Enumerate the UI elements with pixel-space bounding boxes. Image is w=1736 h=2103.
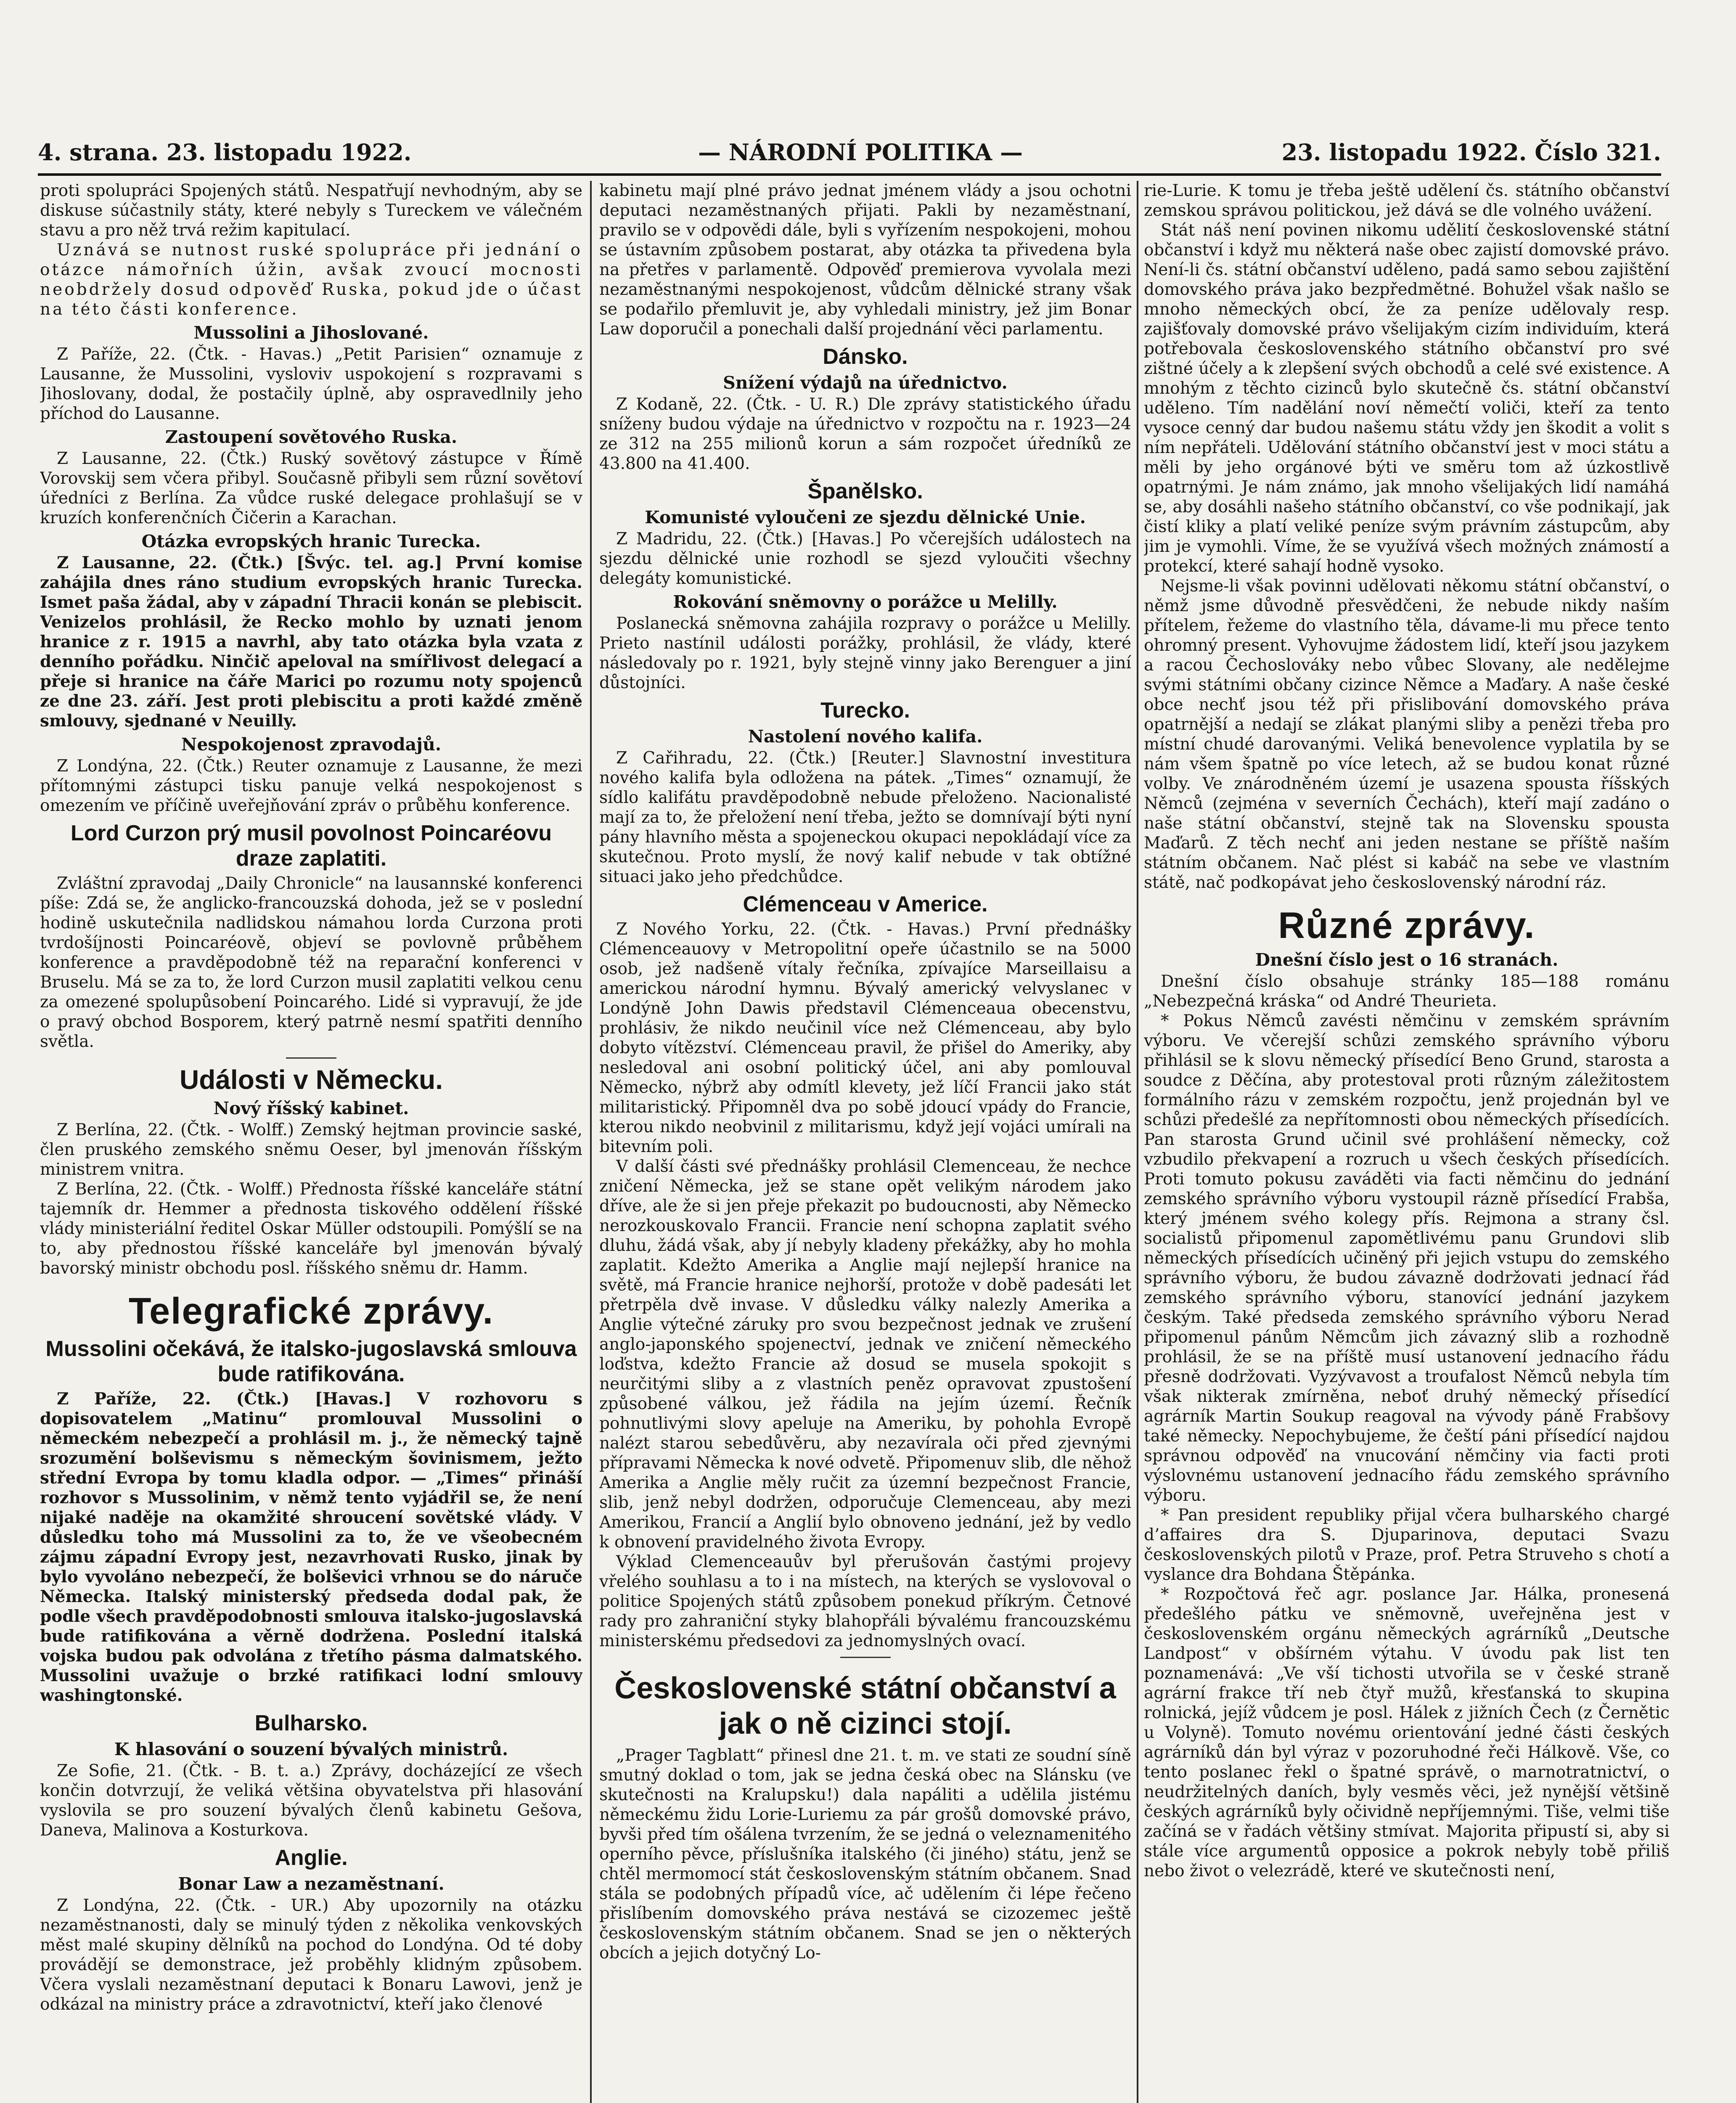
article-heading: Nový říšský kabinet. [213, 1098, 409, 1118]
article-paragraph: kabinetu mají plné právo jednat jménem vlády a jsou ochotni deputaci nezaměstnaných přijati. Pakli by nezaměstnaní, pravilo se v odpovědi dále, byli s vyřízením nespokojeni, mohou se ústavním způsobem postarat, aby otázka ta přivedena byla na přetřes v parlamentě. Odpověď premierova vyvolala mezi nezaměstnanými nespokojenost, vůdcům dělnické strany však se podařilo přemluvit je, aby vyhledali ministry, jež jim Bonar Law doporučil a ponechali další projednání věci parlamentu. [599, 181, 1131, 339]
article-heading: Dnešní číslo jest o 16 stranách. [1255, 950, 1559, 970]
article-paragraph: Ze Sofie, 21. (Čtk. - B. t. a.) Zprávy, docházející ze všech končin dotvrzují, že veliká většina obyvatelstva při hlasování vyslovila se pro souzení bývalých členů kabinetu Gešova, Daneva, Malinova a Kosturkova. [40, 1761, 582, 1840]
article-heading: Mussolini a Jihoslované. [193, 323, 429, 343]
article-paragraph: proti spolupráci Spojených států. Nespatřují nevhodným, aby se diskuse súčastnily státy, které nebyly s Tureckem ve válečném stavu a pro něž trvá režim kapitulací. [40, 181, 582, 240]
article-paragraph: Z Kodaně, 22. (Čtk. - U. R.) Dle zprávy statistického úřadu sníženy budou výdaje na úřednictvo v rozpočtu na r. 1923—24 ze 312 na 255 milionů korun a sám rozpočet úředníků ze 43.800 na 41.400. [599, 395, 1131, 473]
article-paragraph: Z Cařihradu, 22. (Čtk.) [Reuter.] Slavnostní investitura nového kalifa byla odložena na pátek. „Times“ oznamují, že sídlo kalifátu pravděpodobně nebude přeloženo. Nacionalisté mají za to, že přeložení není třeba, ježto se domnívají býti nyní pány hlavního města a spojeneckou okupaci nepokládají více za skutečnou. Proto myslí, že nový kalif nebude v tak obtížné situaci jako jeho předchůdce. [599, 749, 1131, 886]
header-rule [38, 173, 1661, 176]
article-paragraph: Zvláštní zpravodaj „Daily Chronicle“ na lausannské konferenci píše: Zdá se, že anglicko-francouzská dohoda, jež se v poslední hodině uskutečnila nadlidskou námahou lorda Curzona proti tvrdošíjnosti Poincaréově, objeví se povlovně průběhem konference a pravděpodobně též na reparační konferenci v Bruselu. Má se za to, že lord Curzon musil zaplatiti velkou cenu za omezené spolupůsobení Poincarého. Lidé si vypravují, že jde o pravý obchod Bosporem, který patrně nesmí spatřiti denního světla. [40, 874, 582, 1051]
article-paragraph: Z Lausanne, 22. (Čtk.) [Švýc. tel. ag.] První komise zahájila dnes ráno studium evropských hranic Turecka. Ismet paša žádal, aby v západní Thracii konán se plebiscit. Venizelos prohlásil, že Recko mohlo by uznati jenom hranice z r. 1915 a navrhl, aby tato otázka byla vzata z denního pořádku. Ninčič apeloval na smířlivost delegací a přeje si hranice na čáře Marici po rozumu noty spojenců ze dne 23. září. Jest proti plebiscitu a proti každé změně smlouvy, sjednané v Neuilly. [40, 553, 582, 731]
article-heading: Snížení výdajů na úřednictvo. [723, 373, 1008, 393]
column-divider-2 [1137, 181, 1138, 2103]
article-paragraph: Z Madridu, 22. (Čtk.) [Havas.] Po včerejších událostech na sjezdu dělnické unie rozhodl se sjezd vyloučiti všechny delegáty komunistické. [599, 530, 1131, 588]
article-paragraph: * Pokus Němců zavésti němčinu v zemském správním výboru. Ve včerejší schůzi zemského správního výboru přihlásil se k slovu německý přísedící Beno Grund, starosta a soudce z Děčína, aby protestoval proti různým záležitostem formálního rázu v zemském rozpočtu, jenž projednán byl ve schůzi předešlé za nepřítomnosti obou německých přísedících. Pan starosta Grund učinil své prohlášení německy, což vzbudilo překvapení a rozruch u všech českých přísedících. Proti tomuto pokusu zaváděti via facti němčinu do jednání zemského správního výboru vystoupil rázně přísedící Frabša, který jménem svého kolegy přís. Rejmona a strany čsl. socialistů připomenul zapomětlivému panu Grundovi slib německých přísedících učiněný při jejich vstupu do zemského správního výboru, že budou závazně dodržovati jednací řád zemského správního výboru, stanovící jednání jazykem českým. Také předseda zemského správního výboru Nerad připomenul pánům Němcům jich závazný slib a rozhodně prohlásil, že se na příště musí ustanovení jednacího řádu přesně dodržovati. Vyzývavost a troufalost Němců nebyla tím však nikterak zmírněna, neboť druhý německý přísedící agrárník Martin Soukup reagoval na vývody páně Frabšovy také německy. Nepochybujeme, že čeští páni přísedící najdou správnou odpověď na vnucování němčiny via facti proti výslovnému ustanovení jednacího řádu zemského správního výboru. [1144, 1012, 1670, 1505]
article-paragraph: Nejsme-li však povinni udělovati někomu státní občanství, o němž jsme důvodně přesvědčeni, že nebude nikdy naším přítelem, řežeme do vlastního těla, dávame-li mu přece tento ohromný present. Vyhovujme žádostem lidí, kteří jsou jazykem a racou Čechoslováky nebo vůbec Slovany, ale nedělejme svými státními občany cizince Němce a Maďary. A naše české obce nechť jsou též při přislibování domovského práva opatrnější a nedají se zlákat planými sliby a penězi třeba pro místní chudé darovanými. Veliká benevolence vyplatila by se nám všem špatně po více letech, až se budou konat různé volby. Ve znárodněném území je usazena spousta říšských Němců (zejména v severních Čechách), kteří mají zadáno o naše státní občanství, stejně tak na Slovensku spousta Maďarů. Z těch nechť ani jeden nestane se příště naším státním občanem. Nač plést si kabáč na sebe ve vlastním státě, nač podkopávat jeho československý národní ráz. [1144, 577, 1670, 892]
article-heading: Lord Curzon prý musil povolnost Poincaréovu draze zaplatiti. [70, 821, 552, 871]
column-divider-1 [590, 181, 592, 2103]
article-paragraph: Z Berlína, 22. (Čtk. - Wolff.) Přednosta říšské kanceláře státní tajemník dr. Hemmer a přednosta tiskového oddělení říšské vlády ministeriální ředitel Oskar Müller odstoupili. Pomýšlí se na to, aby přednostou říšské kanceláře byl jmenován bývalý bavorský ministr obchodu posl. říšského sněmu dr. Hamm. [40, 1180, 582, 1278]
section-heading: Různé zprávy. [1278, 904, 1535, 946]
section-heading: Události v Německu. [180, 1065, 443, 1095]
section-divider [840, 1657, 891, 1658]
section-divider [286, 1057, 336, 1059]
section-heading: Španělsko. [807, 479, 923, 503]
header-masthead: — NÁRODNÍ POLITIKA — [698, 139, 1023, 166]
article-heading: Rokování sněmovny o porážce u Melilly. [673, 592, 1058, 612]
article-paragraph: rie-Lurie. K tomu je třeba ještě udělení čs. státního občanství zemskou správou politickou, jež dává se dle volného uvážení. [1144, 181, 1670, 220]
article-paragraph: * Pan president republiky přijal včera bulharského chargé d’affaires dra S. Djuparinova, deputaci Svazu československých pilotů v Praze, prof. Petra Struveho s chotí a vyslance dra Bohdana Štěpánka. [1144, 1506, 1670, 1584]
article-paragraph: Z Paříže, 22. (Čtk. - Havas.) „Petit Parisien“ oznamuje z Lausanne, že Mussolini, vysloviv uspokojení s rozpravami s Jihoslovany, dodal, že postačily úplně, aby ospravedlnily jeho příchod do Lausanne. [40, 345, 582, 423]
section-heading: Turecko. [820, 698, 910, 723]
article-paragraph: Stát náš není povinen nikomu udělití československé státní občanství i když mu některá naše obec zajistí domovské právo. Není-li čs. státní občanství uděleno, padá samo sebou zajištění domovského práva jako bezpředmětné. Bohužel však našlo se mnoho německých obcí, že za peníze udělovaly resp. zajišťovaly domovské právo všelijakým cizím individuím, která potřebovala československého státního občanství pro své zištné účely a k zlepšení svých obchodů a celé své existence. A mnohým z těchto cizinců bylo skutečně čs. státní občanství uděleno. Tím nadělání noví němečtí voliči, kteří za tento vysoce cenný dar budou našemu státu vždy jen škodit a volit s ním nepřáteli. Udělování státního občanství jest v moci státu a měli by jeho orgánové býti ve směru tom až úzkostlivě opatrnými. Je nám známo, jak mnoho všelijakých lidí namáhá se, aby dosáhli našeho státního občanství, co vše podnikají, jak čistí kliky a platí veliké peníze svým právním zástupcům, aby jim je vymohli. Víme, že se využívá všech možných známostí a protekcí, které sahají hodně vysoko. [1144, 221, 1670, 576]
article-paragraph: Z Lausanne, 22. (Čtk.) Ruský sovětový zástupce v Římě Vorovskij sem včera přibyl. Současně přibyli sem různí sovětoví úředníci z Berlína. Za vůdce ruské delegace prohlašují se v kruzích konferenčních Čičerin a Karachan. [40, 449, 582, 527]
section-heading: Anglie. [275, 1846, 348, 1870]
article-heading: Otázka evropských hranic Turecka. [141, 531, 481, 551]
article-paragraph: Z Berlína, 22. (Čtk. - Wolff.) Zemský hejtman provincie saské, člen pruského zemského sněmu Oeser, byl jmenován říšským ministrem vnitra. [40, 1120, 582, 1179]
article-heading: Komunisté vyloučeni ze sjezdu dělnické Unie. [645, 507, 1086, 527]
article-heading: Zastoupení sovětového Ruska. [165, 427, 458, 447]
article-paragraph: Z Londýna, 22. (Čtk. - UR.) Aby upozornily na otázku nezaměstnanosti, daly se minulý týden z několika venkovských měst malé skupiny dělníků na pochod do Londýna. Od té doby provádějí se demonstrace, jež proběhly klidným způsobem. Včera vyslali nezaměstnaní deputaci k Bonaru Lawovi, jenž je odkázal na ministry práce a zdravotnictví, kteří jako členové [40, 1896, 582, 2014]
header-page-date: 4. strana. 23. listopadu 1922. [38, 139, 412, 166]
article-heading: Nespokojenost zpravodajů. [181, 734, 442, 755]
article-heading: Mussolini očekává, že italsko-jugoslavská smlouva bude ratifikována. [45, 1337, 577, 1386]
article-heading: K hlasování o souzení bývalých ministrů. [114, 1739, 508, 1759]
article-heading: Nastolení nového kalifa. [748, 726, 983, 747]
article-heading: Clémenceau v Americe. [743, 892, 988, 916]
section-heading: Dánsko. [823, 344, 908, 369]
article-paragraph: Z Nového Yorku, 22. (Čtk. - Havas.) První přednášky Clémenceauovy v Metropolitní opeře účastnilo se na 5000 osob, jež nadšeně vítaly řečníka, zpívajíce Marseillaisu a americkou národní hymnu. Bývalý americký velvyslanec v Londýně John Dawis představil Clémenceaua obecenstvu, prohlásiv, že nikdo neučinil více než Clémenceau, aby bylo dobyto vítězství. Clémenceau pravil, že přišel do Ameriky, aby nesledoval ani osobní politický účel, ani aby pomlouval Německo, nýbrž aby odmítl klevety, jež líčí Francii jako stát militaristický. Připomněl dva po sobě jdoucí vpády do Francie, kterou nikdo neobvinil z militarismu, když její vojáci umírali na bitevním poli. [599, 920, 1131, 1156]
section-heading: Československé státní občanství a jak o ně cizinci stojí. [614, 1671, 1116, 1740]
section-heading: Telegrafické zprávy. [128, 1290, 494, 1332]
article-paragraph: Dnešní číslo obsahuje stránky 185—188 románu „Nebezpečná kráska“ od André Theurieta. [1144, 972, 1670, 1011]
article-paragraph: Poslanecká sněmovna zahájila rozpravy o porážce u Melilly. Prieto nastínil události porážky, prohlásil, že vlády, které následovaly po r. 1921, byly stejně vinny jako Berenguer a jiní důstojníci. [599, 614, 1131, 692]
section-heading: Bulharsko. [254, 1711, 368, 1735]
article-paragraph: Uznává se nutnost ruské spolupráce při jednání o otázce námořních úžin, avšak zvoucí mocnosti neobdržely dosud odpověď Ruska, pokud jde o účast na této části konference. [40, 241, 582, 319]
column-2 [599, 181, 1131, 2103]
article-paragraph: V další části své přednášky prohlásil Clemenceau, že nechce zničení Německa, jež se stane opět velikým národem jako dříve, ale že si jen přeje překazit po budoucnosti, aby Německo nerozkouskovalo Francii. Francie není schopna zaplatit svého dluhu, žádá však, aby jí nebyly kladeny překážky, aby ho mohla zaplatit. Kdežto Amerika a Anglie mají nejlepší hranice na světě, má Francie hranice nejhorší, protože v době padesáti let přetrpěla dvě invase. V důsledku války nalezly Amerika a Anglie výtečné záruky pro svou bezpečnost jednak ve zrušení anglo-japonského spojenectví, jednak ve zničení německého loďstva, kdežto Francie až dosud se musela spokojit s neurčitými sliby a z vlastních peněz opravovat zpustošení způsobené válkou, jež řádila na jejím území. Řečník pohnutlivými slovy apeluje na Ameriku, by pohohla Evropě nalézt starou sebedůvěru, aby nezavírala oči před zjevnými přípravami Německa k nové odvetě. Připomenuv slib, dle něhož Amerika a Anglie měly ručit za územní bezpečnost Francie, slib, jenž nebyl dodržen, odporučuje Clemenceau, aby mezi Amerikou, Francií a Anglií bylo obnoveno jednání, jež by vedlo k obnovení pravidelného života Evropy. [599, 1157, 1131, 1552]
header-issue-number: 23. listopadu 1922. Číslo 321. [1281, 139, 1661, 166]
article-paragraph: Z Londýna, 22. (Čtk.) Reuter oznamuje z Lausanne, že mezi přítomnými zástupci tisku panuje velká nespokojenost s omezením ve příčině uveřejňování zpráv o průběhu konference. [40, 757, 582, 815]
article-heading: Bonar Law a nezaměstnaní. [178, 1874, 445, 1894]
page-header [38, 139, 1661, 172]
article-paragraph: * Rozpočtová řeč agr. poslance Jar. Hálka, pronesená předešlého pátku ve sněmovně, uveřejněna jest v československém orgánu německých agrárníků „Deutsche Landpost“ v obšírném výtahu. V úvodu pak list ten poznamenává: „Ve vší tichosti utvořila se v české straně agrární frakce tří neb čtyř mužů, křesťanská to skupina rolnická, jejíž vůdcem je posl. Hálek z jižních Čech (z Černětic u Volyně). Tomuto novému orientování jedné části českých agrárníků dán byl výraz v pozoruhodné řeči Hálkově. Vše, co tento poslanec řekl o špatné správě, o marnotratnictví, o neudržitelných daních, byly vesměs věci, jež nynější většině českých agrárníků byly očividně nepříjemnými. Tiše, velmi tiše začíná se v řadách většiny stmívat. Majorita připustí si, aby si stále více argumentů opposice a pokrok nebyly tobě přiliš nebo život o velezrádě, které ve skutečnosti není, [1144, 1585, 1670, 1881]
column-1 [40, 181, 582, 2103]
article-paragraph: „Prager Tagblatt“ přinesl dne 21. t. m. ve stati ze soudní síně smutný doklad o tom, jak se jedna česká obec na Slánsku (ve skutečnosti na Kralupsku!) dala napáliti a udělila jistému německému židu Lorie-Luriemu za pár grošů domovské právo, byvši před tím ošálena tvrzením, že se jedná o veleznamenitého operního pěvce, příslušníka italského (či jiného) státu, jenž se chtěl mermomocí stát československým státním občanem. Snad stála se podobných případů více, ač udělením či lépe řečeno přislíbením domovského práva nestává se cizozemec ještě československým státním občanem. Snad se jen o některých obcích a jejich dotyčný Lo- [599, 1746, 1131, 1963]
article-paragraph: Z Paříže, 22. (Čtk.) [Havas.] V rozhovoru s dopisovatelem „Matinu“ promlouval Mussolini o německém nebezpečí a prohlásil m. j., že německý tajně srozumění bolševismu s německým šovinismem, ježto střední Evropa by tomu kladla odpor. — „Times“ přináší rozhovor s Mussolinim, v němž tento vyjádřil se, že není nijaké naděje na okamžité shroucení sovětské vlády. V důsledku toho má Mussolini za to, že ve všeobecném zájmu západní Evropy jest, nezavrhovati Rusko, jinak by bylo vyvoláno nebezpečí, že bolševici vrhnou se do náruče Německa. Italský ministerský předseda dodal pak, že podle všech pravděpodobnosti smlouva italsko-jugoslavská bude ratifikována a věrně dodržena. Poslední italská vojska budou pak odvolána z třetího pásma dalmatského. Mussolini uvažuje o brzké ratifikaci lodní smlouvy washingtonské. [40, 1389, 582, 1705]
column-3 [1144, 181, 1670, 2103]
article-paragraph: Výklad Clemenceauův byl přerušován častými projevy vřelého souhlasu a to i na místech, na kterých se vyslovoval o politice Spojených států způsobem ponekud příkrým. Četnové rady pro zahraniční styky blahopřáli bývalému francouzskému ministerskému předsedovi za jednomyslných ovací. [599, 1552, 1131, 1650]
